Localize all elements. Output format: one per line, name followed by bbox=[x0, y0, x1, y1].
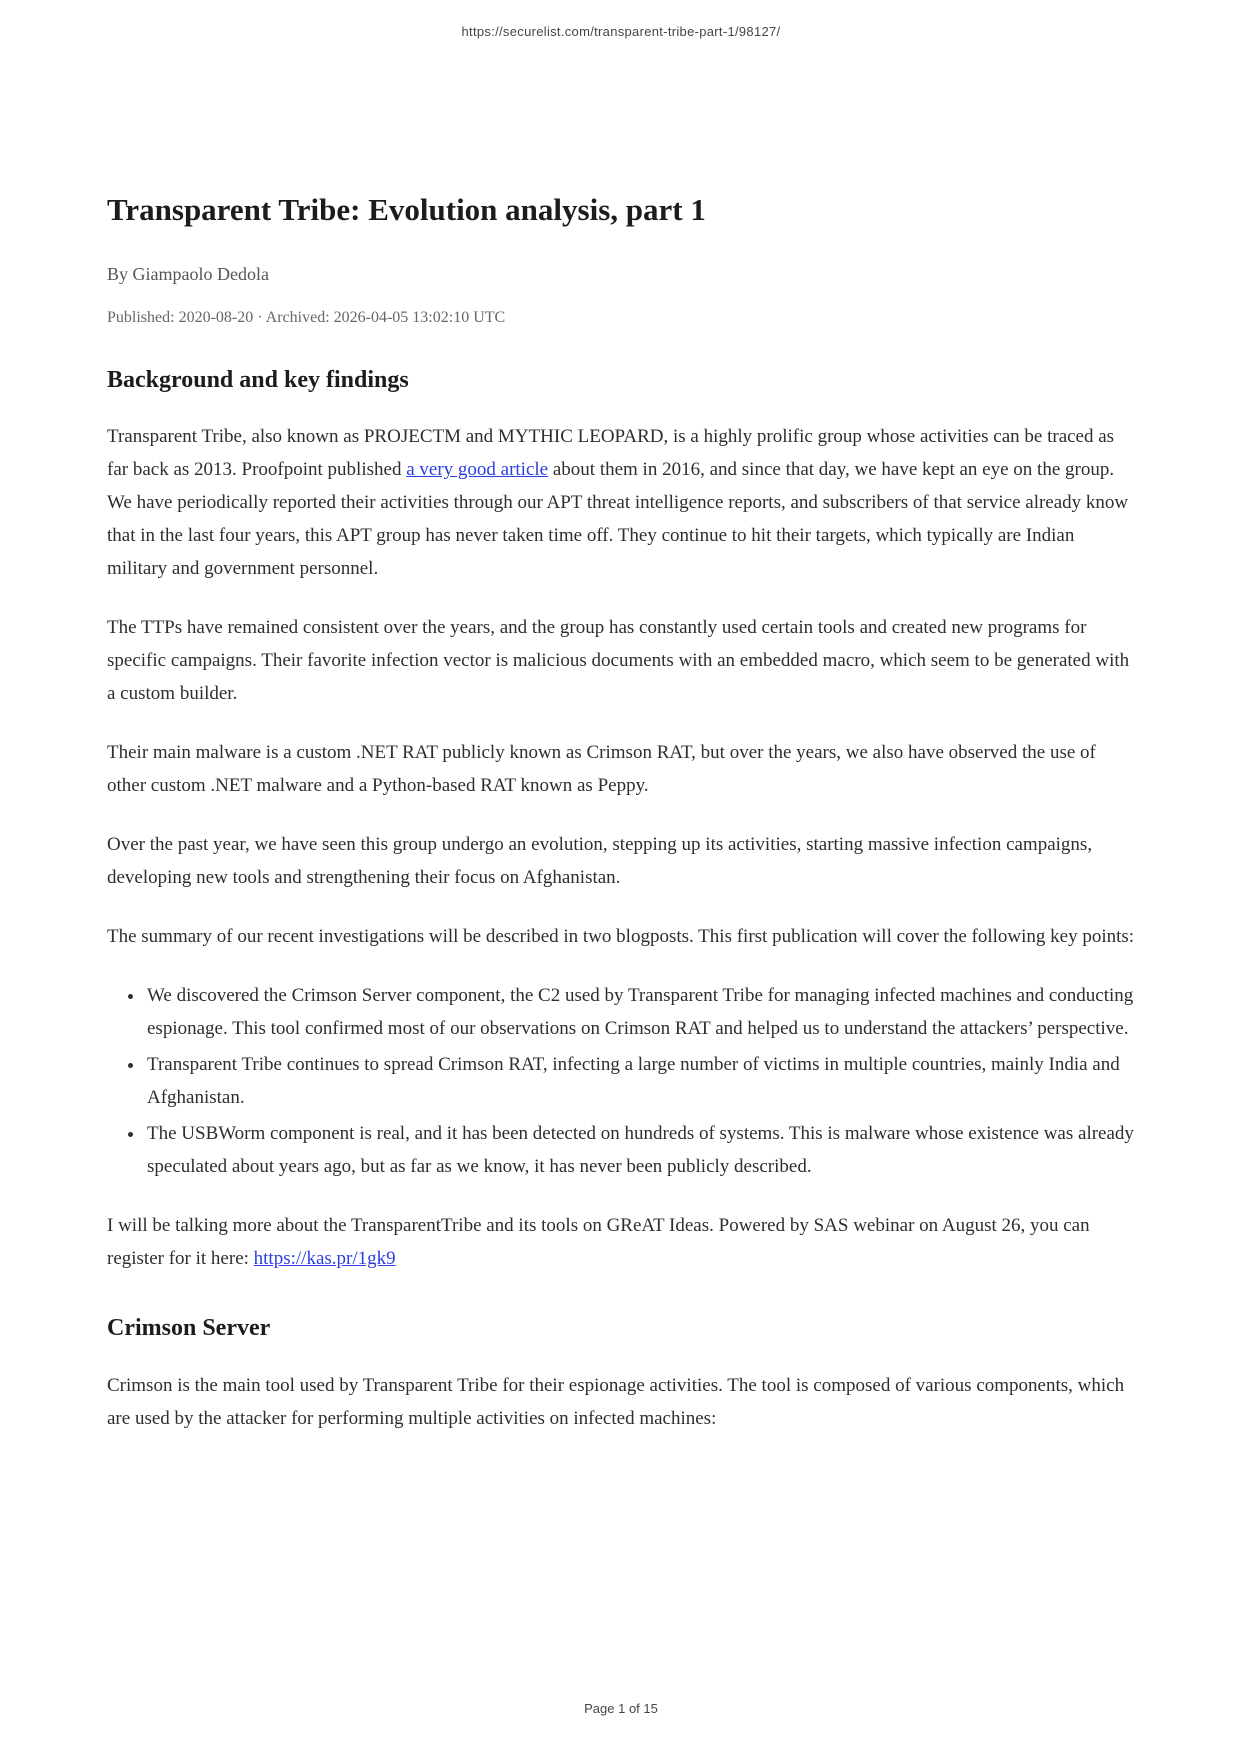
paragraph-intro bbox=[107, 420, 1135, 585]
key-points-list bbox=[107, 979, 1135, 1183]
page-number: Page 1 of 15 bbox=[584, 1701, 658, 1716]
page-title: Transparent Tribe: Evolution analysis, part 1 bbox=[107, 192, 706, 227]
list-item-usbworm: • The USBWorm component is real, and it has been detected on hundreds of systems. This is malware whose existence was already speculated about years ago, but as far as we know, it has never been publicly described. bbox=[145, 1117, 1135, 1183]
list-item-crimson-rat-spread: • Transparent Tribe continues to spread Crimson RAT, infecting a large number of victims in multiple countries, mainly India and Afghanistan. bbox=[145, 1048, 1135, 1114]
section-heading-crimson-server: Crimson Server bbox=[107, 1315, 271, 1342]
paragraph-malware: Their main malware is a custom .NET RAT publicly known as Crimson RAT, but over the years, we also have observed the use of other custom .NET malware and a Python-based RAT known as Peppy. bbox=[107, 742, 1096, 797]
section-heading-background: Background and key findings bbox=[107, 366, 409, 393]
paragraph-intro-text-pre: Transparent Tribe, also known as PROJECTM and MYTHIC LEOPARD, is a highly prolific group whose activities can be traced as far back as 2013. Proofpoint published bbox=[107, 426, 1115, 481]
webinar-registration-link[interactable]: https://kas.pr/1gk9 bbox=[253, 1248, 396, 1270]
paragraph-webinar bbox=[107, 1209, 1135, 1275]
publish-archive-info: Published: 2020-08-20 · Archived: 2026-04-05 13:02:10 UTC bbox=[107, 308, 506, 326]
paragraph-crimson-intro: Crimson is the main tool used by Transparent Tribe for their espionage activities. The tool is composed of various components, which are used by the attacker for performing multiple activities on infected machines: bbox=[107, 1374, 1125, 1429]
paragraph-intro-text-post: about them in 2016, and since that day, we have kept an eye on the group. We have periodically reported their activities through our APT threat intelligence reports, and subscribers of that service already know that in the last four years, this APT group has never taken time off. They continue to hit their targets, which typically are Indian military and government personnel. bbox=[107, 459, 1129, 580]
paragraph-webinar-text-pre: I will be talking more about the TransparentTribe and its tools on GReAT Ideas. Powered by SAS webinar on August 26, you can register for it here: bbox=[107, 1215, 1090, 1270]
list-item-crimson-server: • We discovered the Crimson Server component, the C2 used by Transparent Tribe for managing infected machines and conducting espionage. This tool confirmed most of our observations on Crimson RAT and helped us to understand the attackers’ perspective. bbox=[145, 979, 1135, 1045]
paragraph-evolution: Over the past year, we have seen this group undergo an evolution, stepping up its activities, starting massive infection campaigns, developing new tools and strengthening their focus on Afghanistan. bbox=[107, 834, 1093, 889]
article-byline: By Giampaolo Dedola bbox=[107, 263, 269, 284]
paragraph-summary: The summary of our recent investigations will be described in two blogposts. This first publication will cover the following key points: bbox=[107, 926, 1135, 948]
print-header-url: https://securelist.com/transparent-tribe-part-1/98127/ bbox=[461, 24, 781, 39]
proofpoint-article-link[interactable]: a very good article bbox=[406, 459, 549, 481]
paragraph-ttps: The TTPs have remained consistent over the years, and the group has constantly used certain tools and created new programs for specific campaigns. Their favorite infection vector is malicious documents with an embedded macro, which seem to be generated with a custom builder. bbox=[107, 617, 1130, 705]
